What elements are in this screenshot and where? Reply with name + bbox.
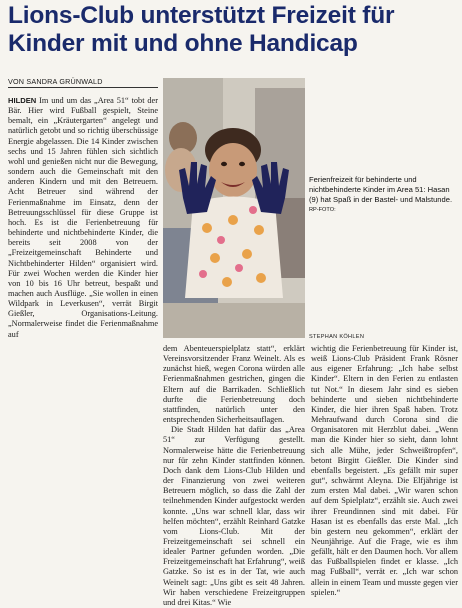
caption-credit: RP-FOTO:	[309, 207, 336, 214]
photo-caption	[309, 175, 457, 216]
paragraph: Die Stadt Hilden hat dafür das „Area 51“ zur Verfügung gestellt. Normalerweise hätte die Ferienbetreuung nur für zehn Kinder stattfinden können. Doch dank dem Lions-Club Hilden und der Finanzierung von zwei weiteren Betreuern möglich, so dass die Zahl der teilnehmenden Kinder aufgestockt werden konnte. „Uns war schnell klar, dass wir helfen möchten“, erzählt Reinhard Gatzke vom Lions-Club. Mit der Freizeitgemeinschaft sei schnell ein idealer Partner gefunden worden. „Die Freizeitgemeinschaft hat Erfahrung“, weiß Gatzke. So ist es in der Tat, wie auch Weinelt sagt: „Uns gibt es seit 48 Jahren. Wir haben verschiedene Freizeitgruppen und drei Kitas.“ Wie	[163, 425, 305, 607]
photo-illustration	[163, 78, 305, 338]
byline: VON SANDRA GRÜNWALD	[8, 77, 158, 88]
paragraph: dem Abenteuerspielplatz statt“, erklärt Vereinsvorsitzender Franz Weinelt. Als es zunächst hieß, wegen Corona würden alle Ferienmaßnahmen gestrichen, gingen die Eltern auf die Barrikaden. Schließlich durfte die Ferienbetreuung doch stattfinden, natürlich unter den entsprechenden Sicherheitsauflagen.	[163, 344, 305, 425]
paragraph	[8, 96, 158, 340]
headline: Lions-Club unterstützt Freizeit für Kinder mit und ohne Handicap	[8, 2, 395, 57]
photo-credit: STEPHAN KÖHLEN	[309, 334, 365, 340]
paragraph: wichtig die Ferienbetreuung für Kinder ist, weiß Lions-Club Präsident Frank Rösner aus eigener Erfahrung: „Ich habe selbst Kinder“. Eltern in den Ferien zu entlasten tut Not.“ In diesem Jahr sind es sieben behinderte und sieben nichtbehinderte Kinder, die hier ihren Spaß haben. Trotz Mehraufwand durch Corona sind die Organisatoren mit Herzblut dabei. „Wenn man die Kinder hier so sieht, dann lohnt sich alle Mühe, jeder Schweißtropfen“, betont Birgitt Gießler. Die Kinder sind ebenfalls begeistert. „Es gefällt mir super gut“, schwärmt Aleyna. Die Elfjährige ist zum ersten Mal dabei. „Wir waren schon auf dem Spielplatz“, erzählt sie. Auch zwei ihrer Freundinnen sind mit dabei. Für Hasan ist es ebenfalls das erste Mal. „Ich bin gestern neu gekommen“, erklärt der Neunjährige. Auf die Frage, wie es ihm gefällt, hält er den Daumen hoch. Vor allem das Fußballspielen findet er klasse. „Ich mag Fußball“, verrät er. „Ich war schon allein in einem Team und musste gegen vier spielen.“	[311, 344, 458, 597]
dateline: HILDEN	[8, 96, 37, 105]
article-column-3	[311, 344, 458, 598]
article-column-1	[8, 96, 158, 340]
paragraph-text: Im und um das „Area 51“ tobt der Bär. Hier wird Fußball gespielt, Steine bemalt, ein „Kräutergarten“ angelegt und natürlich getobt und so richtig überschüssige Energie abgelassen. Die 14 Kinder zwischen sechs und 15 Jahren fühlen sich sichtlich wohl und genießen nicht nur die Bewegung, sondern auch die Gemeinschaft mit den anderen Kindern und mit den Betreuern. Acht Betreuer sind während der Ferienmaßnahme im Einsatz, denn der Betreuungsschlüssel für diese Gruppe ist hoch. Es ist die Ferienbetreuung für behinderte und nichtbehinderte Kinder, die bereits seit 2008 von der „Freizeitgemeinschaft Behinderte und Nichtbehinderter Hilden“ organisiert wird. Für zwei Wochen werden die Kinder hier von 10 bis 16 Uhr betreut, bespaßt und machen auch Ausflüge. „Sie wollen in einen Wildpark in Leverkusen“, verrät Birgit Gießler, Organisations-Leitung. „Normalerweise findet die Ferienmaßnahme auf	[8, 96, 158, 339]
article-photo	[163, 78, 305, 338]
article-column-2	[163, 344, 305, 608]
caption-text: Ferienfreizeit für behinderte und nichtbehinderte Kinder im Area 51: Hasan (9) hat Spaß in der Bastel- und Malstunde.	[309, 175, 453, 204]
